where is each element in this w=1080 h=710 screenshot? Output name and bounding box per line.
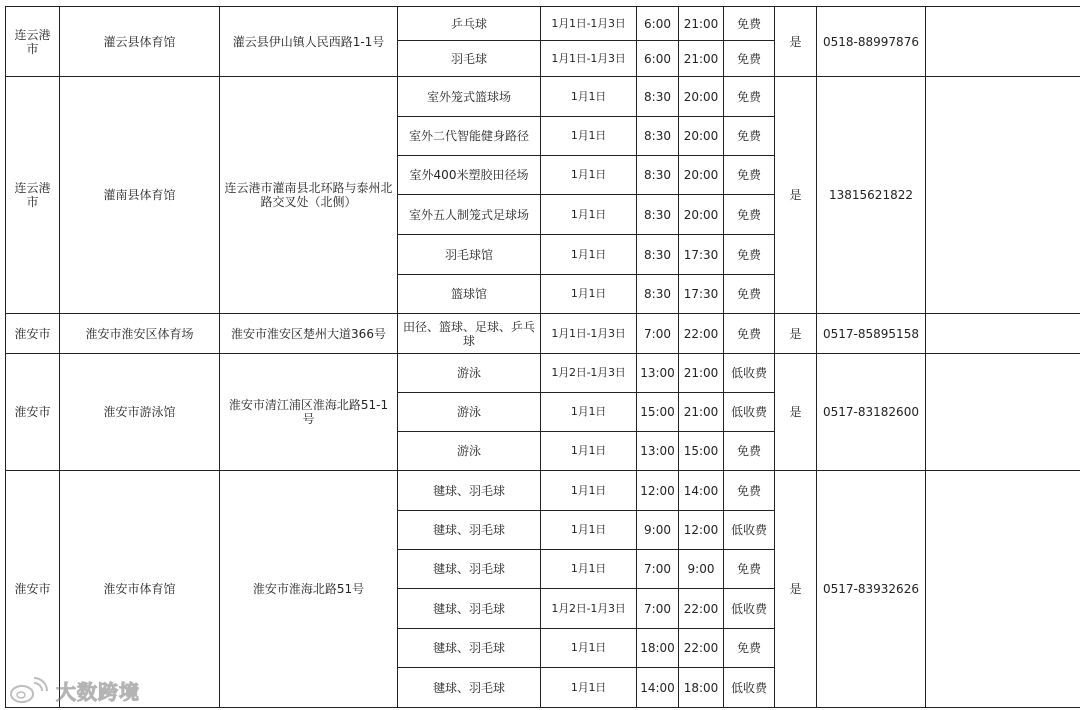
date-cell: 1月1日-1月3日	[541, 7, 637, 41]
fee-cell: 免费	[724, 550, 775, 589]
fee-cell: 免费	[724, 235, 775, 275]
sport-cell: 毽球、羽毛球	[398, 589, 541, 629]
venue-name-cell: 灌南县体育馆	[60, 77, 220, 314]
start-time-cell: 6:00	[637, 41, 679, 77]
address-cell: 淮安市清江浦区淮海北路51-1号	[220, 354, 398, 471]
end-time-cell: 21:00	[679, 393, 724, 432]
open-status-cell: 是	[775, 77, 817, 314]
sport-cell: 游泳	[398, 354, 541, 393]
start-time-cell: 12:00	[637, 471, 679, 511]
phone-cell: 0517-85895158	[817, 314, 926, 354]
date-cell: 1月1日-1月3日	[541, 314, 637, 354]
date-cell: 1月1日	[541, 117, 637, 156]
start-time-cell: 13:00	[637, 354, 679, 393]
end-time-cell: 17:30	[679, 275, 724, 314]
address-cell: 灌云县伊山镇人民西路1-1号	[220, 7, 398, 77]
address-cell: 连云港市灌南县北环路与泰州北路交叉处（北侧）	[220, 77, 398, 314]
end-time-cell: 15:00	[679, 432, 724, 471]
sport-cell: 室外400米塑胶田径场	[398, 156, 541, 195]
start-time-cell: 18:00	[637, 629, 679, 668]
sport-cell: 室外二代智能健身路径	[398, 117, 541, 156]
end-time-cell: 22:00	[679, 629, 724, 668]
date-cell: 1月1日	[541, 432, 637, 471]
start-time-cell: 8:30	[637, 235, 679, 275]
address-cell: 淮安市淮安区楚州大道366号	[220, 314, 398, 354]
city-cell: 淮安市	[6, 314, 60, 354]
start-time-cell: 14:00	[637, 668, 679, 708]
sport-cell: 毽球、羽毛球	[398, 471, 541, 511]
fee-cell: 低收费	[724, 511, 775, 550]
phone-cell: 13815621822	[817, 77, 926, 314]
note-cell	[926, 7, 1080, 77]
fee-cell: 免费	[724, 629, 775, 668]
date-cell: 1月1日	[541, 471, 637, 511]
end-time-cell: 22:00	[679, 589, 724, 629]
start-time-cell: 8:30	[637, 117, 679, 156]
end-time-cell: 21:00	[679, 354, 724, 393]
date-cell: 1月2日-1月3日	[541, 354, 637, 393]
sport-cell: 毽球、羽毛球	[398, 511, 541, 550]
fee-cell: 免费	[724, 471, 775, 511]
end-time-cell: 21:00	[679, 7, 724, 41]
end-time-cell: 22:00	[679, 314, 724, 354]
date-cell: 1月1日	[541, 156, 637, 195]
fee-cell: 免费	[724, 156, 775, 195]
phone-cell: 0517-83182600	[817, 354, 926, 471]
start-time-cell: 9:00	[637, 511, 679, 550]
fee-cell: 免费	[724, 195, 775, 235]
city-cell: 连云港市	[6, 7, 60, 77]
city-cell: 淮安市	[6, 354, 60, 471]
end-time-cell: 12:00	[679, 511, 724, 550]
note-cell	[926, 354, 1080, 471]
date-cell: 1月1日	[541, 550, 637, 589]
note-cell	[926, 314, 1080, 354]
city-cell: 连云港市	[6, 77, 60, 314]
date-cell: 1月1日	[541, 511, 637, 550]
fee-cell: 免费	[724, 275, 775, 314]
start-time-cell: 8:30	[637, 77, 679, 117]
start-time-cell: 13:00	[637, 432, 679, 471]
start-time-cell: 8:30	[637, 195, 679, 235]
end-time-cell: 20:00	[679, 195, 724, 235]
table-row	[6, 354, 1080, 393]
date-cell: 1月1日	[541, 195, 637, 235]
sport-cell: 乒乓球	[398, 7, 541, 41]
open-status-cell: 是	[775, 354, 817, 471]
date-cell: 1月1日	[541, 668, 637, 708]
date-cell: 1月1日	[541, 275, 637, 314]
end-time-cell: 17:30	[679, 235, 724, 275]
end-time-cell: 20:00	[679, 117, 724, 156]
open-status-cell: 是	[775, 314, 817, 354]
end-time-cell: 18:00	[679, 668, 724, 708]
start-time-cell: 7:00	[637, 314, 679, 354]
table-row	[6, 77, 1080, 117]
date-cell: 1月1日	[541, 235, 637, 275]
sport-cell: 室外笼式篮球场	[398, 77, 541, 117]
end-time-cell: 20:00	[679, 156, 724, 195]
note-cell	[926, 77, 1080, 314]
fee-cell: 低收费	[724, 589, 775, 629]
weibo-logo-icon	[8, 677, 50, 705]
venue-name-cell: 淮安市淮安区体育场	[60, 314, 220, 354]
note-cell	[926, 471, 1080, 708]
venue-name-cell: 淮安市游泳馆	[60, 354, 220, 471]
sport-cell: 毽球、羽毛球	[398, 629, 541, 668]
date-cell: 1月2日-1月3日	[541, 589, 637, 629]
end-time-cell: 21:00	[679, 41, 724, 77]
fee-cell: 免费	[724, 77, 775, 117]
fee-cell: 低收费	[724, 668, 775, 708]
sport-cell: 羽毛球馆	[398, 235, 541, 275]
open-status-cell: 是	[775, 7, 817, 77]
end-time-cell: 20:00	[679, 77, 724, 117]
fee-cell: 免费	[724, 7, 775, 41]
sport-cell: 游泳	[398, 432, 541, 471]
open-status-cell: 是	[775, 471, 817, 708]
fee-cell: 低收费	[724, 354, 775, 393]
start-time-cell: 15:00	[637, 393, 679, 432]
fee-cell: 免费	[724, 314, 775, 354]
start-time-cell: 7:00	[637, 550, 679, 589]
fee-cell: 免费	[724, 432, 775, 471]
sport-cell: 田径、篮球、足球、乒乓球	[398, 314, 541, 354]
start-time-cell: 6:00	[637, 7, 679, 41]
date-cell: 1月1日	[541, 393, 637, 432]
end-time-cell: 14:00	[679, 471, 724, 511]
table-row	[6, 314, 1080, 354]
fee-cell: 低收费	[724, 393, 775, 432]
venue-name-cell: 淮安市体育馆	[60, 471, 220, 708]
city-cell: 淮安市	[6, 471, 60, 708]
sport-cell: 篮球馆	[398, 275, 541, 314]
phone-cell: 0517-83932626	[817, 471, 926, 708]
venue-schedule-table	[5, 6, 1080, 708]
start-time-cell: 8:30	[637, 156, 679, 195]
sport-cell: 毽球、羽毛球	[398, 668, 541, 708]
phone-cell: 0518-88997876	[817, 7, 926, 77]
table-row	[6, 471, 1080, 511]
start-time-cell: 8:30	[637, 275, 679, 314]
table-row	[6, 7, 1080, 41]
end-time-cell: 9:00	[679, 550, 724, 589]
date-cell: 1月1日	[541, 629, 637, 668]
date-cell: 1月1日	[541, 77, 637, 117]
sport-cell: 游泳	[398, 393, 541, 432]
date-cell: 1月1日-1月3日	[541, 41, 637, 77]
venue-name-cell: 灌云县体育馆	[60, 7, 220, 77]
fee-cell: 免费	[724, 41, 775, 77]
watermark	[8, 676, 140, 705]
fee-cell: 免费	[724, 117, 775, 156]
start-time-cell: 7:00	[637, 589, 679, 629]
sport-cell: 毽球、羽毛球	[398, 550, 541, 589]
sport-cell: 室外五人制笼式足球场	[398, 195, 541, 235]
address-cell: 淮安市淮海北路51号	[220, 471, 398, 708]
sport-cell: 羽毛球	[398, 41, 541, 77]
watermark-text: 大数跨境	[56, 680, 140, 704]
